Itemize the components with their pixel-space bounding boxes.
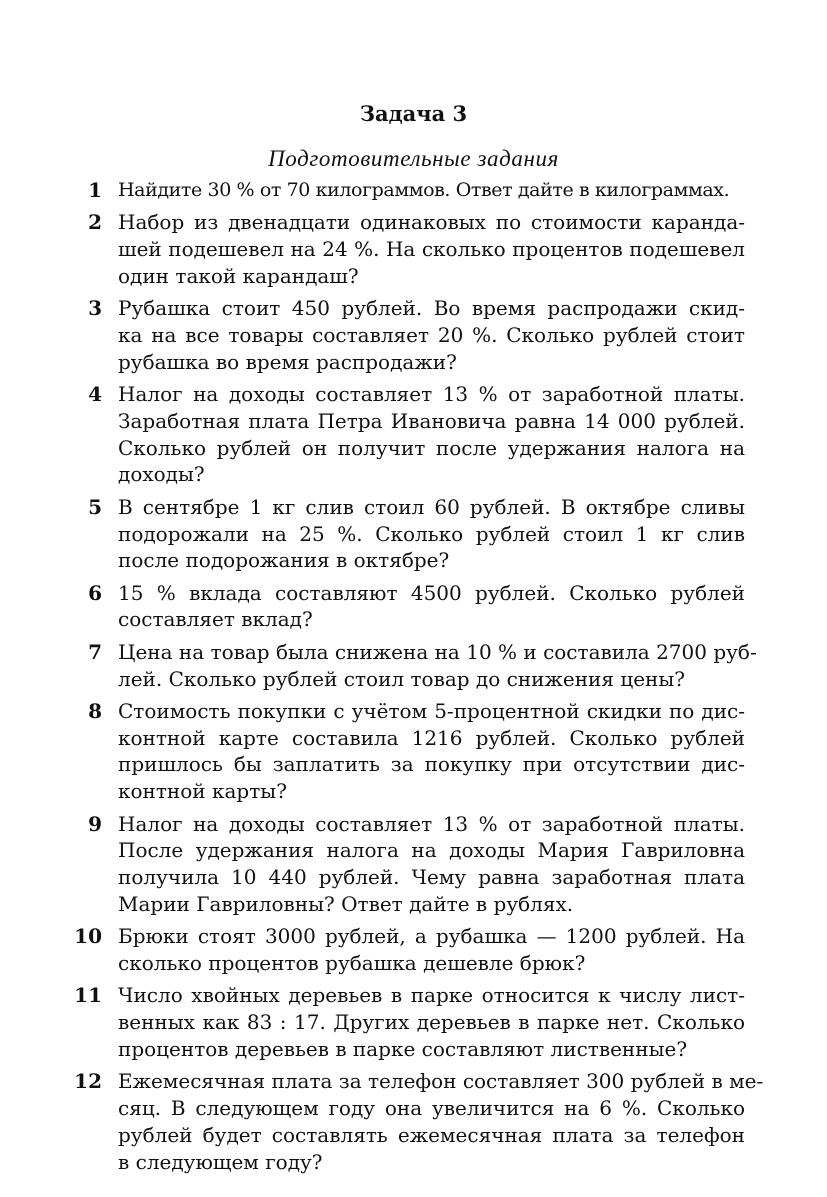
- task-text-line: в следующем году?: [118, 1149, 323, 1174]
- task-item: [0, 698, 827, 805]
- task-item: [0, 639, 827, 693]
- task-text-line: рубашка во время распродажи?: [118, 349, 457, 374]
- task-text-line: Налог на доходы составляет 13 % от заработной платы.: [118, 811, 745, 836]
- task-text-line: получила 10 440 рублей. Чему равна заработная плата: [118, 865, 745, 890]
- task-number: 9: [88, 811, 102, 836]
- task-number: 6: [88, 580, 102, 605]
- task-number: 12: [74, 1069, 102, 1094]
- task-item: [0, 295, 827, 375]
- task-text-line: ка на все товары составляет 20 %. Сколько рублей стоит: [118, 322, 745, 347]
- task-text-line: После удержания налога на доходы Мария Гавриловна: [118, 838, 745, 863]
- task-text-line: Число хвойных деревьев в парке относится к числу лист-: [118, 983, 745, 1008]
- task-text-line: Набор из двенадцати одинаковых по стоимости каранда-: [118, 210, 745, 235]
- task-text-line: рублей будет составлять ежемесячная плата за телефон: [118, 1122, 745, 1147]
- task-text-line: составляет вклад?: [118, 607, 313, 632]
- task-number: 1: [88, 178, 102, 202]
- task-item: [0, 982, 827, 1062]
- task-number: 11: [74, 983, 102, 1008]
- task-text-line: сяц. В следующем году она увеличится на 6 %. Сколько: [118, 1096, 745, 1120]
- task-text-line: один такой карандаш?: [118, 263, 359, 288]
- task-item: [0, 209, 827, 289]
- task-text-line: Ежемесячная плата за телефон составляет 300 рублей в ме-: [118, 1069, 764, 1094]
- task-text-line: Марии Гавриловны? Ответ дайте в рублях.: [118, 891, 574, 916]
- task-text-line: подорожали на 25 %. Сколько рублей стоил 1 кг слив: [118, 521, 745, 546]
- task-text-line: венных как 83 : 17. Других деревьев в парке нет. Сколько: [118, 1010, 745, 1035]
- task-text-line: шей подешевел на 24 %. На сколько процентов подешевел: [118, 237, 745, 262]
- task-item: [0, 923, 827, 977]
- task-number: 4: [88, 382, 102, 407]
- task-text-line: Налог на доходы составляет 13 % от заработной платы.: [118, 382, 745, 407]
- page-title: Задача 3: [359, 101, 468, 126]
- task-text-line: контной карте составила 1216 рублей. Сколько рублей: [118, 725, 745, 750]
- task-text-line: контной карты?: [118, 779, 287, 804]
- task-item: [0, 381, 827, 488]
- task-text-line: Цена на товар была снижена на 10 % и составила 2700 руб-: [118, 639, 757, 664]
- task-number: 3: [88, 296, 102, 321]
- task-text-line: Стоимость покупки с учётом 5-процентной скидки по дис-: [118, 698, 745, 723]
- task-text-line: В сентябре 1 кг слив стоил 60 рублей. В октябре сливы: [118, 494, 745, 519]
- task-text-line: лей. Сколько рублей стоил товар до снижения цены?: [118, 666, 686, 691]
- task-item: [0, 177, 827, 204]
- task-list: [0, 177, 827, 1181]
- task-text-line: Брюки стоят 3000 рублей, а рубашка — 1200 рублей. На: [118, 924, 745, 949]
- task-number: 7: [88, 639, 102, 664]
- section-subtitle: Подготовительные задания: [268, 146, 559, 171]
- task-number: 8: [88, 698, 102, 723]
- task-number: 10: [74, 924, 102, 949]
- task-text-line: Рубашка стоит 450 рублей. Во время распродажи скид-: [118, 296, 745, 321]
- task-text-line: 15 % вклада составляют 4500 рублей. Сколько рублей: [118, 580, 745, 605]
- task-number: 5: [88, 494, 102, 519]
- task-item: [0, 811, 827, 918]
- task-text-line: сколько процентов рубашка дешевле брюк?: [118, 951, 586, 976]
- task-text-line: после подорожания в октябре?: [118, 548, 450, 573]
- task-text-line: доходы?: [118, 462, 205, 487]
- task-text-line: Заработная плата Петра Ивановича равна 14 000 рублей.: [118, 408, 745, 433]
- task-text-line: пришлось бы заплатить за покупку при отсутствии дис-: [118, 752, 745, 777]
- task-text-line: Найдите 30 % от 70 килограммов. Ответ дайте в килограммах.: [118, 179, 730, 201]
- task-text-line: процентов деревьев в парке составляют лиственные?: [118, 1036, 688, 1061]
- task-item: [0, 580, 827, 634]
- task-text-line: Сколько рублей он получит после удержания налога на: [118, 435, 745, 460]
- task-item: [0, 1068, 827, 1175]
- task-number: 2: [88, 210, 102, 235]
- task-item: [0, 494, 827, 574]
